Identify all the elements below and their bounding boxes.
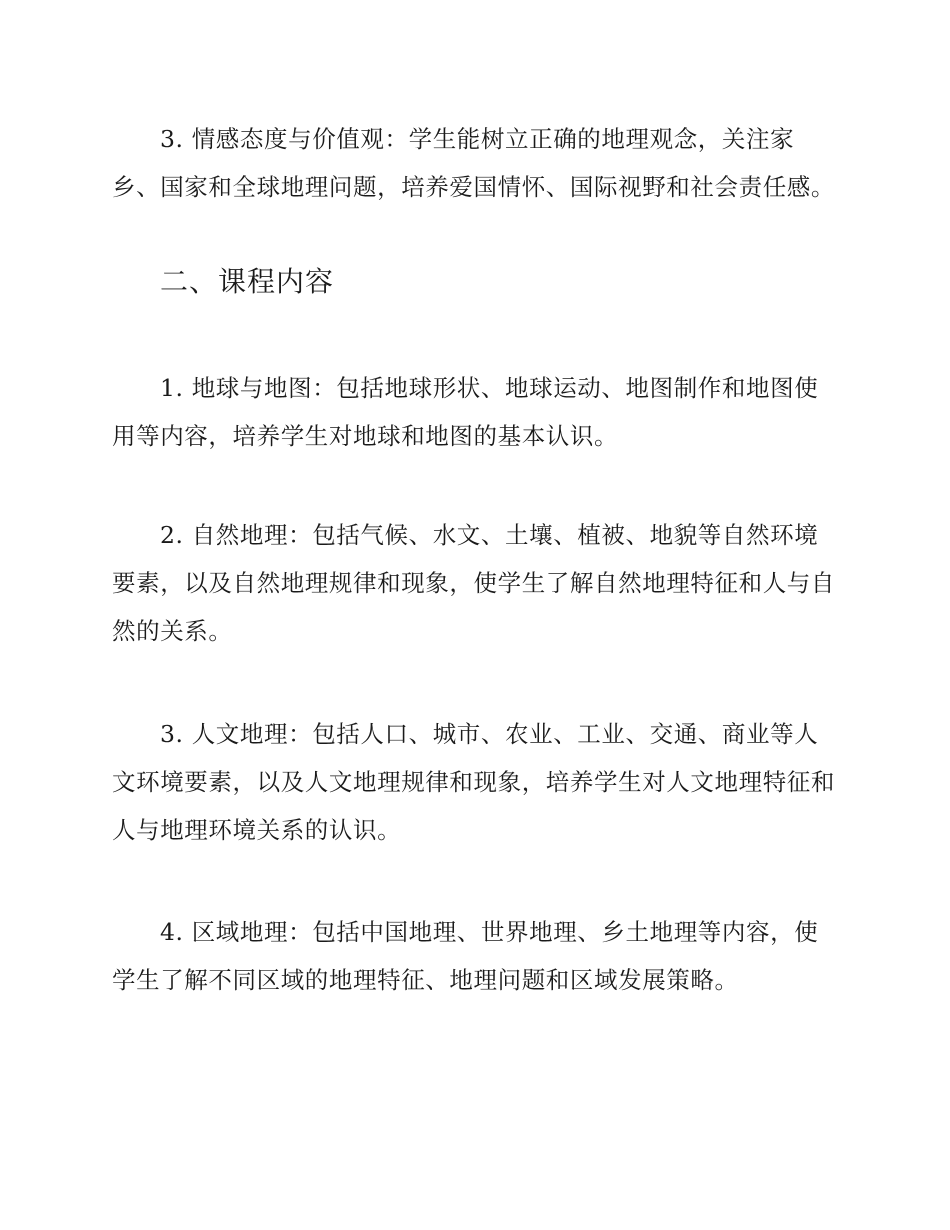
- paragraph-regional-geography: 4. 区域地理：包括中国地理、世界地理、乡土地理等内容，使学生了解不同区域的地理特征、地理问题和区域发展策略。: [112, 918, 819, 994]
- paragraph-human-geography: 3. 人文地理：包括人口、城市、农业、工业、交通、商业等人文环境要素，以及人文地理规律和现象，培养学生对人文地理特征和人与地理环境关系的认识。: [112, 720, 835, 844]
- section-heading-course-content: 二、课程内容: [160, 265, 335, 298]
- paragraph-values-goal: 3. 情感态度与价值观：学生能树立正确的地理观念，关注家乡、国家和全球地理问题，培养爱国情怀、国际视野和社会责任感。: [112, 125, 835, 201]
- paragraph-earth-and-maps: 1. 地球与地图：包括地球形状、地球运动、地图制作和地图使用等内容，培养学生对地球和地图的基本认识。: [112, 374, 819, 450]
- paragraph-physical-geography: 2. 自然地理：包括气候、水文、土壤、植被、地貌等自然环境要素，以及自然地理规律和现象，使学生了解自然地理特征和人与自然的关系。: [112, 521, 835, 645]
